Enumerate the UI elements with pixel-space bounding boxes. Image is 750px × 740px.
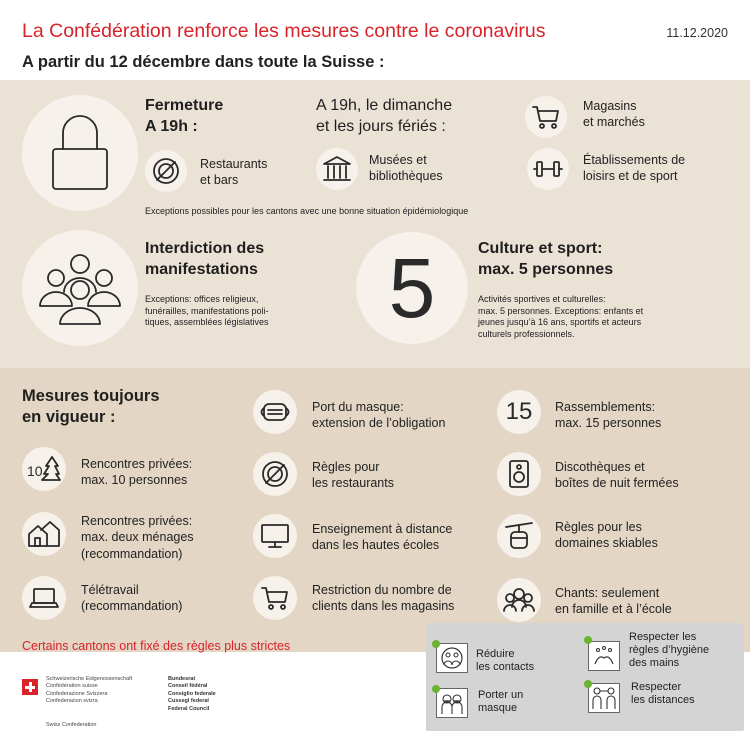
check-icon [584, 636, 592, 644]
exceptions-note: Exceptions possibles pour les cantons avec une bonne situation épidémiologique [145, 206, 469, 216]
federal-council-names: Bundesrat Conseil fédéral Consiglio federale Cussegl federal Federal Council [168, 676, 216, 712]
ongoing-item-7: Restriction du nombre de clients dans les magasins [312, 583, 455, 614]
ongoing-heading: Mesures toujours en vigueur : [22, 387, 160, 427]
date-label: 11.12.2020 [666, 26, 728, 40]
loisirs-label: Établissements de loisirs et de sport [583, 153, 686, 183]
ongoing-item-4: Port du masque: extension de l’obligation [312, 400, 446, 431]
laptop-icon [22, 576, 66, 620]
hand-wash-icon [588, 641, 620, 671]
culture-heading: Culture et sport: max. 5 personnes [478, 240, 614, 278]
choir-icon [497, 578, 541, 622]
swiss-flag-icon [22, 679, 38, 695]
ongoing-item-8: Rassemblements: max. 15 personnes [555, 400, 662, 431]
culture-text: Activités sportives et culturelles: max. 5 personnes. Exceptions: enfants et jeunes jusqu’à 16 ans, sportifs et acteurs culturels professionnels. [478, 294, 644, 340]
hygiene-item-4: Respecter les distances [631, 681, 695, 707]
fifteen-icon [497, 390, 541, 434]
confederation-names: Schweizerische Eidgenossenschaft Confédération suisse Confederazione Svizzera Confederaziun svizra [46, 676, 133, 705]
reduce-contacts-icon [436, 643, 468, 673]
restaurant-icon [145, 150, 187, 192]
ongoing-item-2: Rencontres privées: max. deux ménages (recommandation) [81, 514, 194, 561]
magasins-label: Magasins et marchés [583, 99, 645, 129]
cart-limit-icon [253, 576, 297, 620]
fifteen-number: 15 [505, 398, 533, 425]
restaurants-label: Restaurants et bars [200, 157, 268, 187]
page-subtitle: A partir du 12 décembre dans toute la Suisse : [22, 53, 385, 71]
wear-mask-icon [436, 688, 468, 718]
ten-number: 10 [27, 463, 43, 479]
hygiene-item-3: Porter un masque [478, 689, 524, 715]
check-icon [432, 640, 440, 648]
stricter-rules-note: Certains cantons ont fixé des règles plus strictes [22, 639, 291, 653]
padlock-icon [22, 95, 138, 211]
check-icon [432, 685, 440, 693]
crowd-icon [22, 230, 138, 346]
cable-car-icon [497, 514, 541, 558]
distance-icon [588, 683, 620, 713]
ongoing-item-5: Règles pour les restaurants [312, 460, 394, 491]
ongoing-item-3: Télétravail (recommandation) [81, 583, 183, 614]
museum-icon [316, 148, 358, 190]
five-badge [356, 232, 468, 344]
page-title: La Confédération renforce les mesures contre le coronavirus [22, 20, 546, 42]
ongoing-item-1: Rencontres privées: max. 10 personnes [81, 457, 193, 488]
big-number: 5 [388, 241, 436, 335]
dumbbell-icon [527, 148, 569, 190]
ongoing-item-6: Enseignement à distance dans les hautes écoles [312, 522, 453, 553]
dimanche-heading: A 19h, le dimanche et les jours fériés : [316, 97, 453, 135]
restaurant-rules-icon [253, 452, 297, 496]
hygiene-item-2: Respecter les règles d’hygiène des mains [629, 631, 710, 670]
fermeture-heading: Fermeture A 19h : [145, 97, 224, 135]
ongoing-item-10: Règles pour les domaines skiables [555, 520, 658, 551]
hygiene-box [426, 623, 744, 731]
check-icon [584, 680, 592, 688]
cart-icon [525, 96, 567, 138]
swiss-confederation-label: Swiss Confederation [46, 722, 97, 728]
musees-label: Musées et bibliothèques [369, 153, 443, 183]
interdiction-text: Exceptions: offices religieux, funérailles, manifestations poli- tiques, assemblées législatives [145, 294, 269, 328]
mask-icon [253, 390, 297, 434]
ongoing-item-9: Discothèques et boîtes de nuit fermées [555, 460, 679, 491]
hygiene-item-1: Réduire les contacts [476, 648, 535, 674]
monitor-icon [253, 514, 297, 558]
ongoing-item-11: Chants: seulement en famille et à l’école [555, 586, 672, 617]
tree-ten-icon [22, 447, 66, 491]
interdiction-heading: Interdiction des manifestations [145, 240, 265, 278]
houses-icon [22, 512, 66, 556]
speaker-icon [497, 452, 541, 496]
